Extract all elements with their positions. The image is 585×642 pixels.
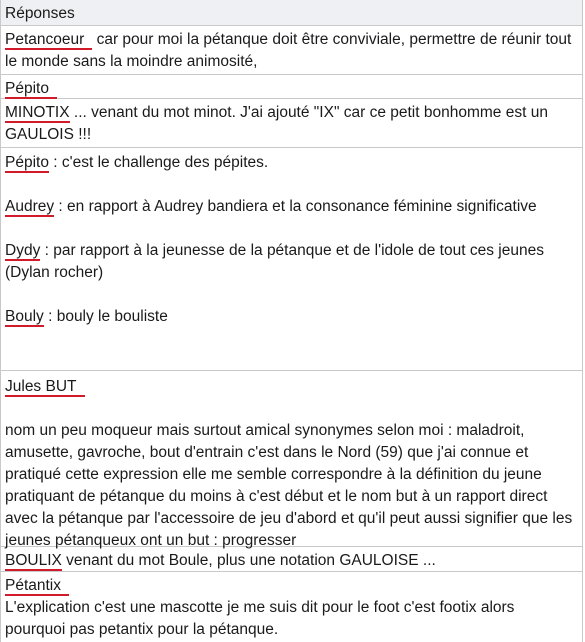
response-name: Pétantix bbox=[5, 577, 69, 596]
response-body: : en rapport à Audrey bandiera et la consonance féminine significative bbox=[54, 198, 537, 215]
response-name: MINOTIX bbox=[5, 104, 70, 121]
response-row-minotix bbox=[1, 99, 582, 148]
group-item-pepito bbox=[5, 152, 578, 174]
response-text bbox=[5, 29, 578, 73]
response-name: Audrey bbox=[5, 198, 55, 215]
response-row-pepito bbox=[1, 75, 582, 99]
group-item-dydy bbox=[5, 240, 578, 284]
response-name-line bbox=[5, 575, 578, 597]
response-name: Jules BUT bbox=[5, 378, 85, 397]
response-body: venant du mot Boule, plus une notation GAULOISE ... bbox=[61, 552, 436, 569]
response-row-petancoeur bbox=[1, 26, 582, 75]
response-body: ... venant du mot minot. J'ai ajouté "IX" car ce petit bonhomme est un GAULOIS !!! bbox=[5, 104, 548, 143]
response-body: : par rapport à la jeunesse de la pétanque et de l'idole de tout ces jeunes (Dylan rocher) bbox=[5, 242, 544, 281]
response-name: Petancoeur bbox=[5, 31, 92, 50]
response-name: Dydy bbox=[5, 242, 41, 259]
response-body: : bouly le bouliste bbox=[43, 308, 168, 325]
group-item-audrey bbox=[5, 196, 578, 218]
response-row-jules-but bbox=[1, 371, 582, 547]
response-body: nom un peu moqueur mais surtout amical synonymes selon moi : maladroit, amusette, gavroche, bout d'entrain c'est dans le Nord (59) que j'ai connue et pratiqué cette expression elle me semble correspondre à la définition du jeune pratiquant de pétanque du moins à c'est début et le nom but à un rapport direct avec la pétanque par l'accessoire de jeu d'abord et qu'il peut aussi signifier que les jeunes pétanqueux ont un but : progresser bbox=[5, 422, 573, 549]
response-row-group bbox=[1, 148, 582, 371]
response-name: Pépito bbox=[5, 154, 49, 171]
response-body: : c'est le challenge des pépites. bbox=[48, 154, 269, 171]
header-title: Réponses bbox=[5, 5, 75, 22]
group-item-bouly bbox=[5, 306, 578, 328]
response-body: car pour moi la pétanque doit être conviviale, permettre de réunir tout le monde sans la moindre animosité, bbox=[5, 31, 572, 70]
response-name: BOULIX bbox=[5, 552, 62, 569]
response-name: Pépito bbox=[5, 80, 57, 99]
table-header bbox=[1, 0, 582, 26]
response-body: L'explication c'est une mascotte je me suis dit pour le foot c'est footix alors pourquoi pas petantix pour la pétanque. bbox=[5, 599, 515, 638]
response-name: Bouly bbox=[5, 308, 44, 325]
response-row-petantix bbox=[1, 572, 582, 642]
response-name-line bbox=[5, 376, 578, 398]
response-text bbox=[5, 102, 578, 146]
response-row-boulix bbox=[1, 547, 582, 572]
